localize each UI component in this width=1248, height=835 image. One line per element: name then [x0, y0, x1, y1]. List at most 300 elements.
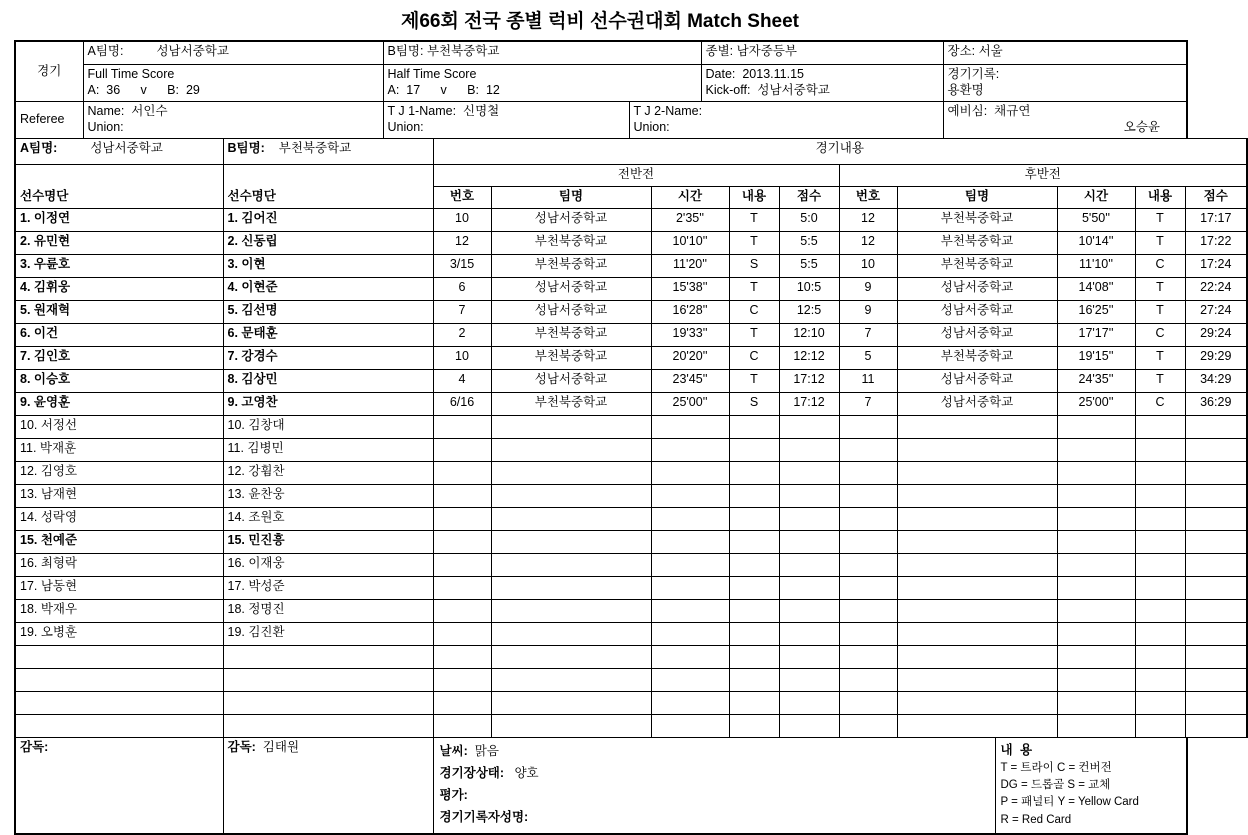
sh-no [839, 669, 897, 692]
sh-no: 9 [839, 278, 897, 301]
sh-detail: T [1135, 278, 1185, 301]
sh-score [1185, 554, 1247, 577]
sh-team [897, 508, 1057, 531]
fh-no: 6 [433, 278, 491, 301]
half-time-score-cell [383, 64, 701, 101]
roster-a-item: 18. 박재우 [15, 600, 223, 623]
legend-title: 내 용 [1000, 743, 1035, 757]
fh-no [433, 439, 491, 462]
sh-time [1057, 508, 1135, 531]
team-b-name-value: 부천북중학교 [278, 141, 352, 155]
date-kickoff-cell [701, 64, 943, 101]
col-team-2: 팀명 [897, 187, 1057, 209]
fh-detail: T [729, 324, 779, 347]
roster-a-item: 12. 김영호 [15, 462, 223, 485]
pitch-value: 양호 [514, 765, 539, 780]
roster-a-item: 3. 우륜호 [15, 255, 223, 278]
tj2-label: T J 2-Name: [633, 103, 703, 118]
fh-team [491, 577, 651, 600]
sh-no: 9 [839, 301, 897, 324]
sh-time [1057, 623, 1135, 646]
division-label: 종별: [705, 44, 734, 58]
tj1-name-value: 신명철 [463, 103, 500, 118]
sh-no: 10 [839, 255, 897, 278]
weather-line [440, 741, 989, 763]
division-value: 남자중등부 [736, 44, 797, 58]
sh-no: 12 [839, 232, 897, 255]
roster-b-item: 12. 강휨찬 [223, 462, 433, 485]
fh-no: 2 [433, 324, 491, 347]
full-time-score-cell [83, 64, 383, 101]
fh-score [779, 692, 839, 715]
fh-detail [729, 439, 779, 462]
roster-a-item: 8. 이승호 [15, 370, 223, 393]
half-time-score-values [384, 82, 701, 101]
reserve-2: 오승윤 [1123, 120, 1160, 135]
sh-no [839, 462, 897, 485]
tj2-union-line [630, 119, 943, 138]
tj1-union-label: Union: [387, 120, 424, 135]
fh-team [491, 669, 651, 692]
fh-time: 15'38'' [651, 278, 729, 301]
tj1-name-line [384, 102, 629, 120]
roster-a-item [15, 692, 223, 715]
fh-time [651, 508, 729, 531]
fh-team: 성남서중학교 [491, 301, 651, 324]
sh-team [897, 462, 1057, 485]
fh-detail [729, 531, 779, 554]
sh-score [1185, 439, 1247, 462]
fh-detail: T [729, 370, 779, 393]
col-no-2: 번호 [839, 187, 897, 209]
sh-no [839, 508, 897, 531]
col-team-1: 팀명 [491, 187, 651, 209]
fh-time [651, 531, 729, 554]
roster-b-item: 1. 김어진 [223, 209, 433, 232]
roster-b-item [223, 646, 433, 669]
fh-team [491, 600, 651, 623]
ft-b-value: 29 [185, 83, 200, 98]
fh-team [491, 439, 651, 462]
sh-score: 34:29 [1185, 370, 1247, 393]
fh-score [779, 462, 839, 485]
table-row [15, 715, 1247, 738]
fh-score: 5:0 [779, 209, 839, 232]
fh-score: 12:12 [779, 347, 839, 370]
sh-score [1185, 623, 1247, 646]
team-a-name-cell [15, 139, 223, 165]
ht-v: v [440, 83, 447, 98]
tj2-name-line [630, 102, 943, 120]
fh-team [491, 715, 651, 738]
tj1-cell [383, 101, 629, 138]
sh-detail [1135, 439, 1185, 462]
sh-score [1185, 669, 1247, 692]
fh-detail [729, 416, 779, 439]
sh-no: 7 [839, 324, 897, 347]
roster-b-item: 7. 강경수 [223, 347, 433, 370]
fh-score: 10:5 [779, 278, 839, 301]
sh-team: 성남서중학교 [897, 301, 1057, 324]
sh-time [1057, 669, 1135, 692]
fh-time [651, 416, 729, 439]
sh-detail: T [1135, 347, 1185, 370]
record-value: 용환명 [947, 83, 984, 98]
sh-time: 17'17'' [1057, 324, 1135, 347]
fh-score: 17:12 [779, 370, 839, 393]
sh-score: 17:17 [1185, 209, 1247, 232]
sh-time [1057, 715, 1135, 738]
sh-no: 5 [839, 347, 897, 370]
sh-no [839, 623, 897, 646]
fh-team [491, 462, 651, 485]
fh-team: 부천북중학교 [491, 255, 651, 278]
team-b-value: 부천북중학교 [426, 44, 500, 58]
sh-detail: C [1135, 324, 1185, 347]
roster-a-item: 4. 김휘웅 [15, 278, 223, 301]
fh-team: 부천북중학교 [491, 324, 651, 347]
referee-label: Referee [15, 101, 83, 138]
sh-team [897, 485, 1057, 508]
sh-time: 24'35'' [1057, 370, 1135, 393]
fh-team: 성남서중학교 [491, 209, 651, 232]
fh-detail [729, 646, 779, 669]
fh-detail [729, 462, 779, 485]
venue-cell [943, 41, 1187, 64]
kickoff-line [702, 82, 943, 101]
referee-union-line [84, 119, 383, 138]
sh-score [1185, 577, 1247, 600]
sh-no [839, 600, 897, 623]
fh-score [779, 577, 839, 600]
team-a-value: 성남서중학교 [156, 44, 229, 58]
sh-time [1057, 439, 1135, 462]
table-row [15, 600, 1247, 623]
sh-no [839, 715, 897, 738]
referee-row [15, 101, 1187, 138]
col-detail-2: 내용 [1135, 187, 1185, 209]
roster-a-spacer [15, 165, 223, 187]
sh-no [839, 531, 897, 554]
header-table [14, 40, 1188, 102]
fh-detail [729, 485, 779, 508]
fh-score: 17:12 [779, 393, 839, 416]
sh-time: 19'15'' [1057, 347, 1135, 370]
header-row-teams [15, 41, 1187, 64]
sh-time: 14'08'' [1057, 278, 1135, 301]
sh-score [1185, 462, 1247, 485]
sh-detail [1135, 508, 1185, 531]
referee-name-line [84, 102, 383, 120]
fh-no [433, 462, 491, 485]
sh-no: 7 [839, 393, 897, 416]
fh-no [433, 485, 491, 508]
match-content-header: 경기내용 [433, 139, 1247, 165]
team-b-name-label: B팀명: [227, 141, 265, 155]
fh-time: 19'33'' [651, 324, 729, 347]
table-row [15, 232, 1247, 255]
fh-no [433, 554, 491, 577]
coach-b-label: 감독: [227, 740, 256, 754]
table-row [15, 554, 1247, 577]
fh-detail [729, 623, 779, 646]
fh-score: 12:5 [779, 301, 839, 324]
fh-score [779, 669, 839, 692]
roster-b-item: 3. 이현 [223, 255, 433, 278]
fh-score [779, 416, 839, 439]
sh-time: 25'00'' [1057, 393, 1135, 416]
sh-no [839, 416, 897, 439]
reserve-1: 채규연 [994, 103, 1031, 118]
col-score-1: 점수 [779, 187, 839, 209]
sh-time: 10'14'' [1057, 232, 1135, 255]
roster-b-item: 6. 문태훈 [223, 324, 433, 347]
ht-a-value: 17 [406, 83, 421, 98]
kickoff-value: 성남서중학교 [757, 83, 830, 98]
sh-no: 12 [839, 209, 897, 232]
date-value: 2013.11.15 [742, 66, 804, 81]
fh-time: 2'35'' [651, 209, 729, 232]
fh-score [779, 485, 839, 508]
team-name-row [15, 139, 1247, 165]
table-row [15, 416, 1247, 439]
fh-no: 10 [433, 347, 491, 370]
sh-team: 부천북중학교 [897, 209, 1057, 232]
roster-a-item: 15. 천예준 [15, 531, 223, 554]
sh-detail: C [1135, 255, 1185, 278]
fh-score [779, 623, 839, 646]
roster-b-item: 2. 신동립 [223, 232, 433, 255]
sh-time [1057, 416, 1135, 439]
team-a-name-label: A팀명: [20, 141, 58, 155]
roster-b-item [223, 715, 433, 738]
fh-team [491, 623, 651, 646]
fh-score: 5:5 [779, 255, 839, 278]
roster-a-item: 13. 남재현 [15, 485, 223, 508]
weather-value: 맑음 [474, 744, 499, 758]
kickoff-label: Kick-off: [705, 83, 751, 98]
fh-time [651, 646, 729, 669]
sh-time: 5'50'' [1057, 209, 1135, 232]
sh-detail: T [1135, 301, 1185, 324]
roster-b-item: 5. 김선명 [223, 301, 433, 324]
roster-a-item: 7. 김인호 [15, 347, 223, 370]
fh-no [433, 692, 491, 715]
fh-team [491, 554, 651, 577]
fh-detail [729, 577, 779, 600]
fh-time [651, 577, 729, 600]
roster-b-item [223, 692, 433, 715]
roster-b-item: 16. 이재웅 [223, 554, 433, 577]
fh-no: 12 [433, 232, 491, 255]
fh-no [433, 508, 491, 531]
fh-time [651, 462, 729, 485]
roster-a-item: 9. 윤영훈 [15, 393, 223, 416]
team-b-cell [383, 41, 701, 64]
roster-a-item [15, 669, 223, 692]
sh-team [897, 715, 1057, 738]
fh-team: 성남서중학교 [491, 278, 651, 301]
fh-team [491, 692, 651, 715]
eval-line [440, 785, 989, 807]
roster-b-item: 9. 고영찬 [223, 393, 433, 416]
roster-a-header: 선수명단 [15, 187, 223, 209]
pitch-line [440, 763, 989, 785]
table-row [15, 623, 1247, 646]
roster-a-item: 11. 박재훈 [15, 439, 223, 462]
team-b-name-cell [223, 139, 433, 165]
sh-detail [1135, 692, 1185, 715]
table-row [15, 370, 1247, 393]
fh-team: 부천북중학교 [491, 232, 651, 255]
fh-no [433, 600, 491, 623]
ft-a-label: A: [87, 83, 100, 98]
match-label: 경기 [15, 41, 83, 101]
roster-b-item: 13. 윤찬웅 [223, 485, 433, 508]
conditions-cell [433, 738, 995, 834]
tj1-union-line [384, 119, 629, 138]
roster-b-item: 14. 조원호 [223, 508, 433, 531]
ft-v: v [140, 83, 147, 98]
second-half-label: 후반전 [839, 165, 1247, 187]
sh-no [839, 692, 897, 715]
sh-score: 29:24 [1185, 324, 1247, 347]
fh-time [651, 715, 729, 738]
fh-detail [729, 508, 779, 531]
sh-team: 성남서중학교 [897, 393, 1057, 416]
footer-table [14, 737, 1188, 835]
sh-detail: T [1135, 232, 1185, 255]
roster-b-item: 11. 김병민 [223, 439, 433, 462]
sh-no [839, 646, 897, 669]
sh-no [839, 439, 897, 462]
fh-detail: C [729, 301, 779, 324]
column-header-row [15, 187, 1247, 209]
sh-time [1057, 577, 1135, 600]
coach-a-cell [15, 738, 223, 834]
fh-time [651, 439, 729, 462]
pitch-label: 경기장상태: [439, 765, 505, 780]
fh-no: 3/15 [433, 255, 491, 278]
fh-time: 11'20'' [651, 255, 729, 278]
sh-no [839, 577, 897, 600]
coach-b-cell [223, 738, 433, 834]
fh-team: 부천북중학교 [491, 347, 651, 370]
col-time-1: 시간 [651, 187, 729, 209]
sh-time [1057, 692, 1135, 715]
roster-b-item [223, 669, 433, 692]
ref-name-label: Name: [87, 103, 125, 118]
fh-score [779, 715, 839, 738]
half-time-score-label: Half Time Score [387, 66, 477, 81]
referee-table [14, 101, 1188, 139]
fh-time [651, 669, 729, 692]
fh-time: 16'28'' [651, 301, 729, 324]
roster-a-item: 1. 이정연 [15, 209, 223, 232]
sh-detail [1135, 600, 1185, 623]
table-row [15, 462, 1247, 485]
sh-time [1057, 462, 1135, 485]
fh-detail: C [729, 347, 779, 370]
venue-label: 장소: [947, 44, 976, 58]
sh-score: 17:24 [1185, 255, 1247, 278]
sh-score: 29:29 [1185, 347, 1247, 370]
table-row [15, 439, 1247, 462]
fh-time: 23'45'' [651, 370, 729, 393]
sh-score [1185, 531, 1247, 554]
table-row [15, 255, 1247, 278]
table-row [15, 209, 1247, 232]
fh-score [779, 646, 839, 669]
fh-no [433, 623, 491, 646]
table-row [15, 577, 1247, 600]
fh-no: 7 [433, 301, 491, 324]
table-row [15, 324, 1247, 347]
roster-b-item: 18. 정명진 [223, 600, 433, 623]
fh-detail: T [729, 232, 779, 255]
sh-team [897, 692, 1057, 715]
roster-a-item: 6. 이건 [15, 324, 223, 347]
sh-detail [1135, 485, 1185, 508]
sh-time [1057, 600, 1135, 623]
sh-team: 성남서중학교 [897, 370, 1057, 393]
team-a-label: A팀명: [87, 44, 124, 58]
fh-detail [729, 554, 779, 577]
fh-detail [729, 600, 779, 623]
roster-a-item: 2. 유민현 [15, 232, 223, 255]
sh-team [897, 531, 1057, 554]
sh-time: 16'25'' [1057, 301, 1135, 324]
fh-detail: T [729, 209, 779, 232]
sh-detail [1135, 715, 1185, 738]
fh-no [433, 531, 491, 554]
sh-detail [1135, 577, 1185, 600]
fh-detail: S [729, 255, 779, 278]
roster-a-item: 10. 서정선 [15, 416, 223, 439]
sh-detail [1135, 416, 1185, 439]
roster-a-item: 14. 성락영 [15, 508, 223, 531]
fh-team [491, 416, 651, 439]
fh-no [433, 577, 491, 600]
sh-detail [1135, 531, 1185, 554]
roster-b-spacer [223, 165, 433, 187]
reserve-line-1 [944, 102, 1187, 120]
sh-score: 17:22 [1185, 232, 1247, 255]
header-row-scores [15, 64, 1187, 101]
fh-time: 20'20'' [651, 347, 729, 370]
record-label: 경기기록: [947, 66, 1000, 81]
legend-line: R = Red Card [1000, 813, 1072, 826]
sh-team: 성남서중학교 [897, 278, 1057, 301]
fh-score: 5:5 [779, 232, 839, 255]
fh-team [491, 531, 651, 554]
fh-time [651, 623, 729, 646]
col-time-2: 시간 [1057, 187, 1135, 209]
sh-score: 22:24 [1185, 278, 1247, 301]
sh-detail [1135, 462, 1185, 485]
fh-no [433, 416, 491, 439]
table-row [15, 301, 1247, 324]
roster-b-item: 19. 김진환 [223, 623, 433, 646]
tj2-cell [629, 101, 943, 138]
sh-time [1057, 531, 1135, 554]
sh-team [897, 623, 1057, 646]
ht-a-label: A: [387, 83, 400, 98]
legend-line: P = 패널티 Y = Yellow Card [1000, 796, 1139, 809]
sh-team [897, 600, 1057, 623]
reserve-line-2 [944, 119, 1187, 138]
sh-team: 부천북중학교 [897, 347, 1057, 370]
